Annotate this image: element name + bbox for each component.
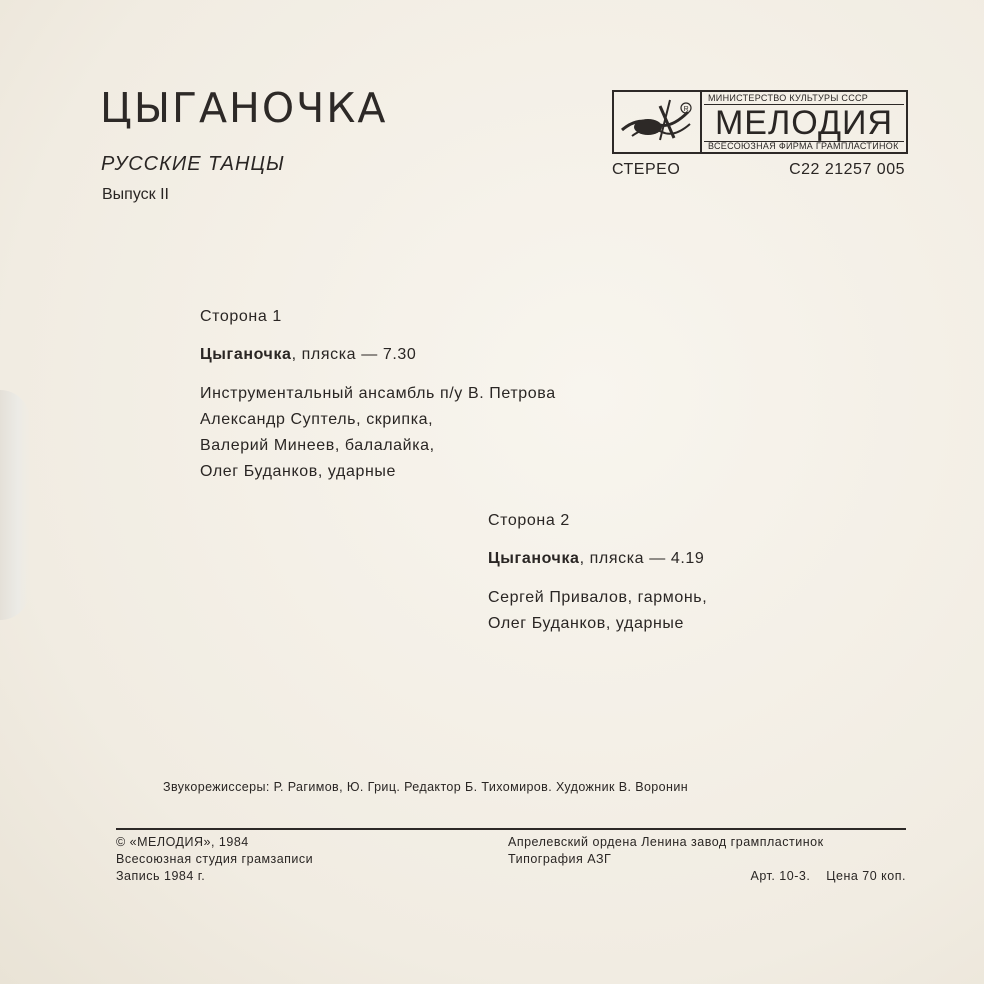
melodiya-logo bbox=[612, 90, 908, 154]
price-row bbox=[508, 868, 906, 885]
footer-divider bbox=[116, 828, 906, 830]
side-1-performer: Александр Суптель, скрипка, bbox=[200, 411, 434, 428]
logo-ministry-text: МИНИСТЕРСТВО КУЛЬТУРЫ СССР bbox=[708, 93, 869, 103]
side-2-label: Сторона 2 bbox=[488, 512, 570, 529]
side-2-track bbox=[488, 550, 707, 568]
side-1-performer: Валерий Минеев, балалайка, bbox=[200, 437, 435, 454]
recording-year-line: Запись 1984 г. bbox=[116, 869, 206, 883]
production-credits: Звукорежиссеры: Р. Рагимов, Ю. Гриц. Редактор Б. Тихомиров. Художник В. Воронин bbox=[163, 780, 689, 794]
side-2-performer: Олег Буданков, ударные bbox=[488, 615, 684, 632]
side-1-performer: Олег Буданков, ударные bbox=[200, 463, 396, 480]
side-1-label: Сторона 1 bbox=[200, 308, 282, 325]
sleeve-edge bbox=[0, 390, 30, 620]
issue-number: Выпуск II bbox=[102, 186, 169, 203]
svg-text:R: R bbox=[683, 106, 689, 113]
side-1-track-info: , пляска — 7.30 bbox=[291, 346, 417, 363]
price-label: Цена 70 коп. bbox=[826, 869, 906, 883]
side-2-track-title: Цыганочка bbox=[488, 550, 580, 567]
side-1-block bbox=[200, 308, 556, 485]
side-2-performer: Сергей Привалов, гармонь, bbox=[488, 589, 708, 606]
side-1-performer: Инструментальный ансамбль п/у В. Петрова bbox=[200, 385, 556, 402]
plant-line: Апрелевский ордена Ленина завод грампластинок bbox=[508, 835, 824, 849]
footer-right-block bbox=[508, 834, 906, 885]
side-1-track bbox=[200, 346, 556, 364]
side-2-block bbox=[488, 512, 707, 637]
copyright-line: © «МЕЛОДИЯ», 1984 bbox=[116, 835, 249, 849]
catalog-number: С22 21257 005 bbox=[789, 161, 905, 178]
article-number: Арт. 10-3. bbox=[750, 869, 811, 883]
print-line: Типография АЗГ bbox=[508, 852, 612, 866]
album-subtitle: РУССКИЕ ТАНЦЫ bbox=[101, 153, 285, 175]
side-1-track-title: Цыганочка bbox=[200, 346, 292, 363]
format-label: СТЕРЕО bbox=[612, 161, 681, 178]
side-2-track-info: , пляска — 4.19 bbox=[579, 550, 705, 567]
melodiya-emblem-icon bbox=[614, 92, 702, 152]
logo-company-text: ВСЕСОЮЗНАЯ ФИРМА ГРАМПЛАСТИНОК bbox=[708, 141, 899, 151]
studio-line: Всесоюзная студия грамзаписи bbox=[116, 852, 314, 866]
logo-text-block bbox=[702, 92, 906, 152]
footer-left-block bbox=[116, 834, 313, 885]
album-title: ЦЫГАНОЧКА bbox=[100, 84, 388, 132]
logo-brand-name: МЕЛОДИЯ bbox=[704, 104, 904, 142]
